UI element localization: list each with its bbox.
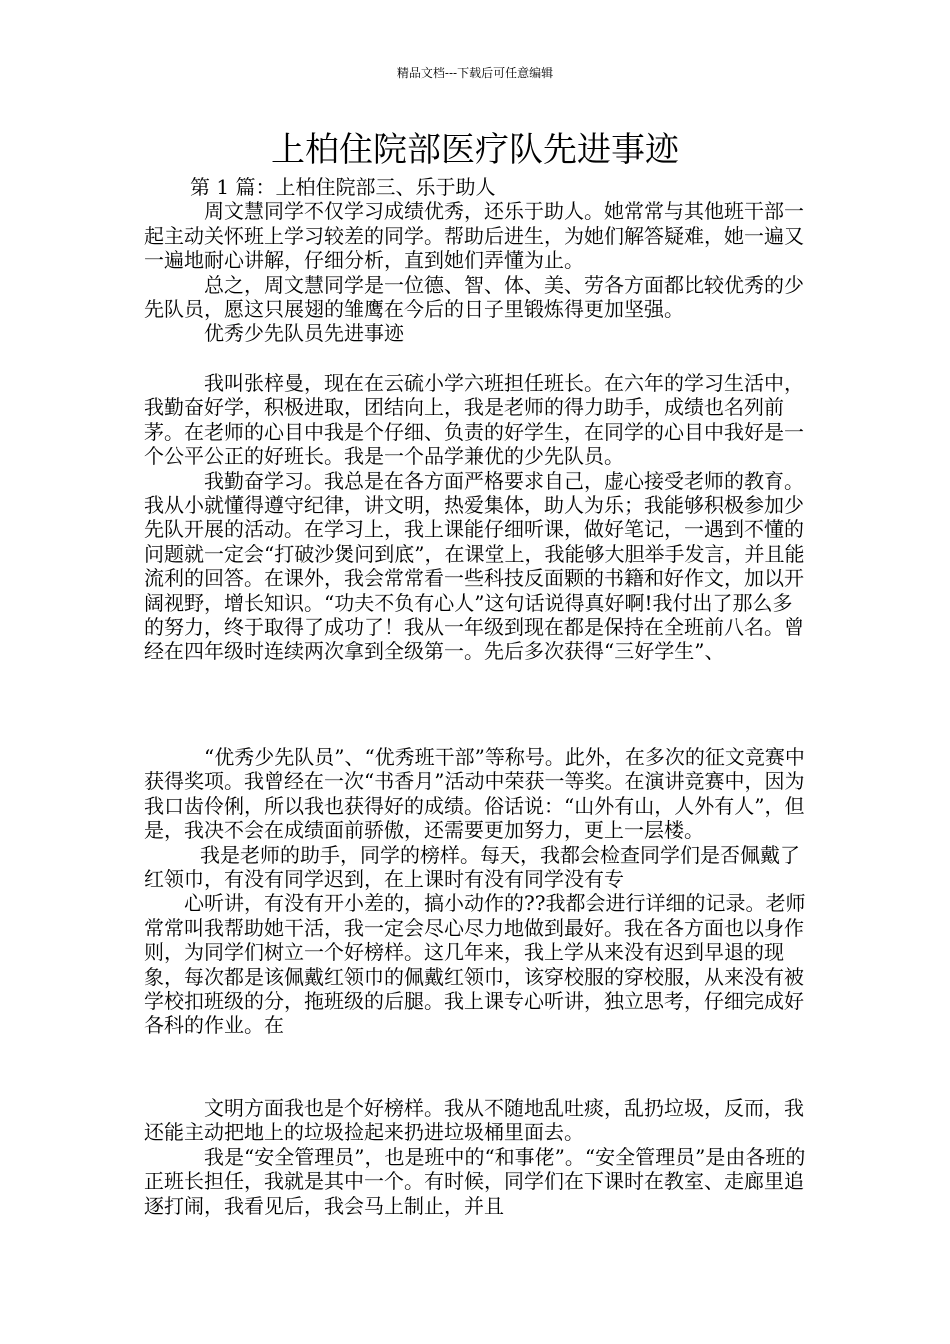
header-note: 精品文档---下载后可任意编辑 — [396, 66, 554, 80]
paragraph: “优秀少先队员”、“优秀班干部”等称号。此外，在多次的征文竞赛中获得奖项。我曾经在一次“书香月”活动中荣获一等奖。在演讲竞赛中，因为我口齿伶俐，所以我也获得好的成绩。俗话说：“山外有山，人外有人”，但是，我决不会在成绩面前骄傲，还需要更加努力，更上一层楼。 — [144, 745, 805, 843]
text-block-2 — [144, 371, 810, 664]
paragraph: 我是老师的助手，同学的榜样。每天，我都会检查同学们是否佩戴了红领巾，有没有同学迟到，在上课时有没有同学没有专 — [144, 842, 800, 892]
text-block-4 — [144, 1096, 810, 1218]
paragraph: 文明方面我也是个好榜样。我从不随地乱吐痰，乱扔垃圾，反而，我还能主动把地上的垃圾捡起来扔进垃圾桶里面去。 — [144, 1096, 804, 1145]
paragraph: 我叫张梓曼，现在在云硫小学六班担任班长。在六年的学习生活中，我勤奋好学，积极进取，团结向上，我是老师的得力助手，成绩也名列前茅。在老师的心目中我是个仔细、负责的好学生，在同学的心目中我好是一个公平公正的好班长。我是一个品学兼优的少先队员。 — [144, 371, 804, 469]
text-block-3 — [144, 745, 810, 1038]
paragraph: 我勤奋学习。我总是在各方面严格要求自己，虚心接受老师的教育。我从小就懂得遵守纪律，讲文明，热爱集体，助人为乐；我能够积极参加少先队开展的活动。在学习上，我上课能仔细听课，做好笔记，一遇到不懂的问题就一定会“打破沙煲问到底”，在课堂上，我能够大胆举手发言，并且能流利的回答。在课外，我会常常看一些科技反面颗的书籍和好作文，加以开阔视野，增长知识。“功夫不负有心人”这句话说得真好啊!我付出了那么多的努力，终于取得了成功了！我从一年级到现在都是保持在全班前八名。曾经在四年级时连续两次拿到全级第一。先后多次获得“三好学生”、 — [144, 468, 805, 664]
text-block-1 — [144, 175, 810, 346]
section-heading: 第 1 篇：上柏住院部三、乐于助人 — [190, 175, 496, 199]
paragraph: 我是“安全管理员”，也是班中的“和事佬”。“安全管理员”是由各班的正班长担任，我就是其中一个。有时候，同学们在下课时在教室、走廊里追逐打闹，我看见后，我会马上制止，并且 — [144, 1144, 806, 1218]
document-title: 上柏住院部医疗队先进事迹 — [271, 130, 679, 170]
subsection-heading: 优秀少先队员先进事迹 — [204, 321, 404, 346]
paragraph: 总之，周文慧同学是一位德、智、体、美、劳各方面都比较优秀的少先队员，愿这只展翅的雏鹰在今后的日子里锻炼得更加坚强。 — [144, 272, 804, 322]
paragraph: 心听讲，有没有开小差的，搞小动作的??我都会进行详细的记录。老师常常叫我帮助她干活，我一定会尽心尽力地做到最好。我在各方面也以身作则，为同学们树立一个好榜样。这几年来，我上学从来没有迟到早退的现象，每次都是该佩戴红领巾的佩戴红领巾，该穿校服的穿校服，从来没有被学校扣班级的分，拖班级的后腿。我上课专心听讲，独立思考，仔细完成好各科的作业。在 — [144, 891, 806, 1038]
paragraph: 周文慧同学不仅学习成绩优秀，还乐于助人。她常常与其他班干部一起主动关怀班上学习较差的同学。帮助后进生，为她们解答疑难，她一遍又一遍地耐心讲解，仔细分析，直到她们弄懂为止。 — [144, 199, 804, 273]
